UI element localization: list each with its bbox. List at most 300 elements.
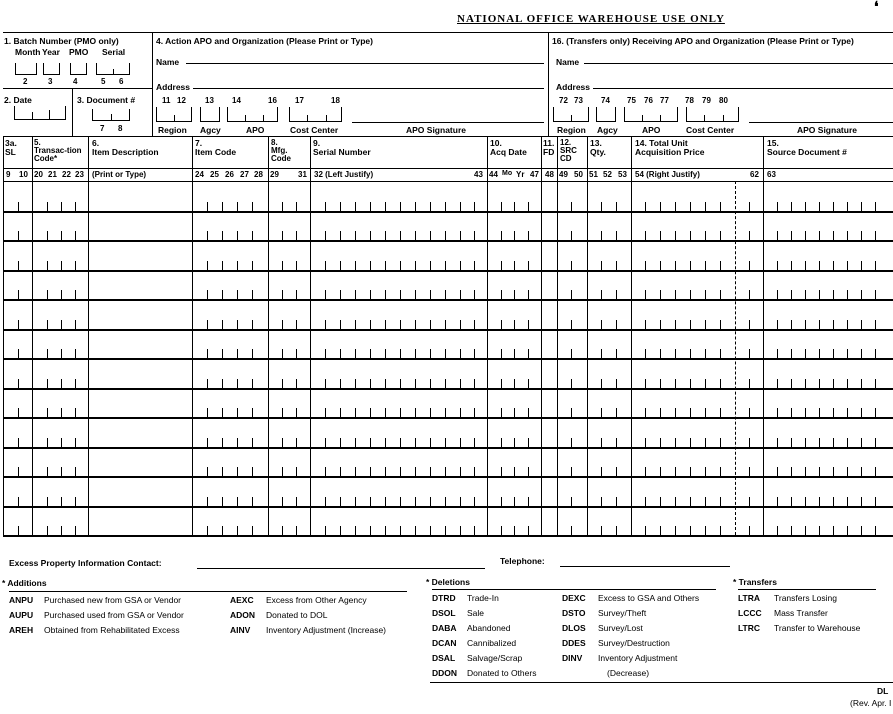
code-abbreviation: DSAL (432, 653, 456, 663)
code-description: Excess from Other Agency (266, 595, 367, 605)
character-cell-tick (875, 349, 876, 358)
character-cell-tick (571, 526, 572, 535)
character-cell-tick (601, 349, 602, 358)
code-description: Survey/Lost (598, 623, 643, 633)
character-cell-tick (861, 379, 862, 388)
character-cell-tick (690, 290, 691, 299)
character-cell-tick (385, 349, 386, 358)
character-cell-tick (296, 290, 297, 299)
table-row[interactable] (0, 299, 893, 329)
field-number: 8 (118, 124, 123, 133)
character-cell-tick (690, 467, 691, 476)
character-cell-tick (18, 231, 19, 240)
character-cell-tick (645, 526, 646, 535)
code-abbreviation: LCCC (738, 608, 762, 618)
character-cell-tick (660, 231, 661, 240)
code-47: 47 (530, 170, 539, 179)
character-cell-tick (805, 379, 806, 388)
character-cell-tick (616, 497, 617, 506)
character-cell-tick (207, 467, 208, 476)
code-50: 50 (574, 170, 583, 179)
cost-center-label: Cost Center (290, 125, 339, 135)
character-cell-tick (847, 290, 848, 299)
col-transaction-code-header: 5. Transac-tion Code* (34, 138, 82, 163)
character-cell-tick (296, 438, 297, 447)
additions-underline (9, 591, 407, 592)
telephone-field[interactable] (560, 566, 730, 567)
character-cell-tick (18, 467, 19, 476)
character-cell-tick (474, 379, 475, 388)
character-cell-tick (528, 526, 529, 535)
character-cell-tick (660, 202, 661, 211)
character-cell-tick (675, 438, 676, 447)
table-row[interactable] (0, 329, 893, 359)
character-cell-tick (400, 202, 401, 211)
character-cell-tick (430, 438, 431, 447)
agency-label: Agcy (597, 125, 618, 135)
character-cell-tick (207, 379, 208, 388)
corner-mark-icon: ❛ (874, 0, 879, 14)
character-cell-tick (430, 231, 431, 240)
character-cell-tick (400, 497, 401, 506)
character-cell-tick (749, 261, 750, 270)
character-cell-tick (222, 526, 223, 535)
character-cell-tick (777, 349, 778, 358)
character-cell-tick (690, 261, 691, 270)
year-input[interactable] (43, 63, 60, 75)
character-cell-tick (675, 408, 676, 417)
character-cell-tick (222, 290, 223, 299)
apo-input[interactable] (227, 107, 278, 122)
character-cell-tick (875, 379, 876, 388)
character-cell-tick (675, 349, 676, 358)
field-number: 6 (119, 77, 124, 86)
character-cell-tick (222, 202, 223, 211)
character-cell-tick (875, 526, 876, 535)
code-abbreviation: DSOL (432, 608, 456, 618)
character-cell-tick (325, 231, 326, 240)
character-cell-tick (370, 202, 371, 211)
character-cell-tick (777, 497, 778, 506)
character-cell-tick (749, 497, 750, 506)
character-cell-tick (777, 379, 778, 388)
region-label: Region (158, 125, 187, 135)
character-cell-tick (340, 408, 341, 417)
name-label: Name (156, 57, 180, 67)
character-cell-tick (601, 261, 602, 270)
character-cell-tick (460, 202, 461, 211)
character-cell-tick (355, 526, 356, 535)
character-cell-tick (340, 497, 341, 506)
table-row[interactable] (0, 476, 893, 506)
apo-input[interactable] (624, 107, 678, 122)
date-input[interactable] (14, 106, 66, 120)
character-cell-tick (325, 497, 326, 506)
character-cell-tick (47, 467, 48, 476)
character-cell-tick (875, 290, 876, 299)
code-description: Abandoned (467, 623, 511, 633)
character-cell-tick (47, 261, 48, 270)
name-field[interactable] (584, 63, 893, 64)
character-cell-tick (325, 349, 326, 358)
character-cell-tick (282, 467, 283, 476)
character-cell-tick (705, 231, 706, 240)
character-cell-tick (645, 497, 646, 506)
character-cell-tick (355, 438, 356, 447)
character-cell-tick (705, 467, 706, 476)
col-source-document-header: 15. Source Document # (767, 138, 847, 157)
character-cell-tick (819, 497, 820, 506)
character-cell-tick (75, 349, 76, 358)
character-cell-tick (282, 320, 283, 329)
character-cell-tick (61, 467, 62, 476)
character-cell-tick (325, 290, 326, 299)
character-cell-tick (847, 408, 848, 417)
character-cell-tick (400, 467, 401, 476)
character-cell-tick (528, 349, 529, 358)
character-cell-tick (645, 261, 646, 270)
character-cell-tick (222, 408, 223, 417)
code-row-top (3, 168, 893, 169)
character-cell-tick (571, 231, 572, 240)
character-cell-tick (325, 320, 326, 329)
character-cell-tick (445, 379, 446, 388)
character-cell-tick (833, 261, 834, 270)
code-32-left-justify: 32 (Left Justify) (314, 170, 374, 179)
action-apo-label: 4. Action APO and Organization (Please Print or Type) (156, 36, 373, 46)
character-cell-tick (61, 497, 62, 506)
character-cell-tick (805, 497, 806, 506)
character-cell-tick (861, 290, 862, 299)
field-number: 11 (162, 96, 171, 105)
agency-input[interactable] (596, 107, 616, 122)
character-cell-tick (474, 231, 475, 240)
character-cell-tick (474, 349, 475, 358)
character-cell-tick (415, 408, 416, 417)
character-cell-tick (370, 349, 371, 358)
pmo-label: PMO (69, 47, 89, 57)
table-row[interactable] (0, 506, 893, 536)
code-10: 10 (19, 170, 28, 179)
cost-center-input[interactable] (686, 107, 739, 122)
character-cell-tick (282, 261, 283, 270)
character-cell-tick (819, 408, 820, 417)
code-month: Mo (502, 170, 513, 177)
character-cell-tick (571, 261, 572, 270)
address-field[interactable] (593, 88, 893, 89)
character-cell-tick (75, 261, 76, 270)
character-cell-tick (819, 261, 820, 270)
character-cell-tick (460, 231, 461, 240)
character-cell-tick (791, 202, 792, 211)
table-row[interactable] (0, 240, 893, 270)
character-cell-tick (601, 290, 602, 299)
character-cell-tick (207, 438, 208, 447)
transfers-underline (738, 589, 876, 590)
code-abbreviation: DSTO (562, 608, 586, 618)
character-cell-tick (474, 526, 475, 535)
transfers-title: * Transfers (733, 577, 777, 587)
code-abbreviation: AINV (230, 625, 251, 635)
region-input[interactable] (553, 107, 589, 122)
character-cell-tick (819, 290, 820, 299)
character-cell-tick (875, 408, 876, 417)
code-52: 52 (603, 170, 612, 179)
month-input[interactable] (15, 63, 37, 75)
character-cell-tick (340, 379, 341, 388)
character-cell-tick (616, 438, 617, 447)
character-cell-tick (805, 320, 806, 329)
character-cell-tick (47, 202, 48, 211)
character-cell-tick (385, 438, 386, 447)
character-cell-tick (296, 320, 297, 329)
character-cell-tick (749, 438, 750, 447)
character-cell-tick (445, 320, 446, 329)
character-cell-tick (571, 290, 572, 299)
character-cell-tick (675, 526, 676, 535)
character-cell-tick (460, 497, 461, 506)
col-acq-date-header: 10. Acq Date (490, 138, 527, 157)
code-22: 22 (62, 170, 71, 179)
character-cell-tick (222, 497, 223, 506)
character-cell-tick (282, 349, 283, 358)
character-cell-tick (415, 379, 416, 388)
character-cell-tick (222, 379, 223, 388)
character-cell-tick (61, 379, 62, 388)
character-cell-tick (819, 202, 820, 211)
cost-center-input[interactable] (289, 107, 342, 122)
divider-sec2-sec3 (72, 88, 73, 136)
character-cell-tick (875, 467, 876, 476)
year-label: Year (42, 47, 60, 57)
character-cell-tick (675, 320, 676, 329)
character-cell-tick (616, 408, 617, 417)
code-25: 25 (210, 170, 219, 179)
table-row[interactable] (0, 388, 893, 418)
character-cell-tick (18, 408, 19, 417)
field-number: 72 (559, 96, 568, 105)
character-cell-tick (616, 467, 617, 476)
character-cell-tick (430, 320, 431, 329)
character-cell-tick (528, 497, 529, 506)
character-cell-tick (528, 290, 529, 299)
table-row[interactable] (0, 181, 893, 211)
character-cell-tick (528, 320, 529, 329)
code-abbreviation: LTRA (738, 593, 761, 603)
character-cell-tick (61, 438, 62, 447)
character-cell-tick (237, 202, 238, 211)
address-field[interactable] (193, 88, 544, 89)
field-number: 16 (268, 96, 277, 105)
character-cell-tick (18, 497, 19, 506)
character-cell-tick (645, 231, 646, 240)
character-cell-tick (616, 202, 617, 211)
character-cell-tick (47, 320, 48, 329)
code-23: 23 (75, 170, 84, 179)
apo-signature-field[interactable] (749, 122, 893, 123)
character-cell-tick (207, 231, 208, 240)
code-abbreviation: ADON (230, 610, 256, 620)
character-cell-tick (833, 231, 834, 240)
character-cell-tick (690, 408, 691, 417)
character-cell-tick (501, 526, 502, 535)
telephone-label: Telephone: (500, 556, 545, 566)
name-field[interactable] (186, 63, 544, 64)
contact-field[interactable] (197, 568, 485, 569)
character-cell-tick (819, 320, 820, 329)
character-cell-tick (847, 320, 848, 329)
character-cell-tick (501, 202, 502, 211)
pmo-input[interactable] (70, 63, 87, 75)
character-cell-tick (282, 526, 283, 535)
code-description: Donated to Others (467, 668, 537, 678)
character-cell-tick (75, 290, 76, 299)
character-cell-tick (237, 467, 238, 476)
character-cell-tick (430, 349, 431, 358)
character-cell-tick (252, 467, 253, 476)
character-cell-tick (400, 526, 401, 535)
character-cell-tick (705, 290, 706, 299)
character-cell-tick (237, 497, 238, 506)
code-description: Salvage/Scrap (467, 653, 523, 663)
character-cell-tick (690, 526, 691, 535)
serial-input[interactable] (96, 63, 130, 75)
character-cell-tick (833, 497, 834, 506)
table-row[interactable] (0, 211, 893, 241)
character-cell-tick (355, 408, 356, 417)
character-cell-tick (861, 408, 862, 417)
character-cell-tick (460, 320, 461, 329)
field-number: 79 (702, 96, 711, 105)
apo-signature-field[interactable] (352, 122, 544, 123)
character-cell-tick (222, 467, 223, 476)
character-cell-tick (791, 320, 792, 329)
character-cell-tick (601, 526, 602, 535)
character-cell-tick (237, 526, 238, 535)
character-cell-tick (514, 202, 515, 211)
character-cell-tick (514, 290, 515, 299)
character-cell-tick (474, 408, 475, 417)
character-cell-tick (501, 290, 502, 299)
address-label: Address (156, 82, 191, 92)
character-cell-tick (75, 320, 76, 329)
code-abbreviation: DINV (562, 653, 583, 663)
col-price-header: 14. Total Unit Acquisition Price (635, 138, 705, 157)
character-cell-tick (720, 467, 721, 476)
field-number: 5 (101, 77, 106, 86)
character-cell-tick (252, 526, 253, 535)
character-cell-tick (325, 467, 326, 476)
character-cell-tick (237, 379, 238, 388)
character-cell-tick (61, 349, 62, 358)
agency-input[interactable] (200, 107, 220, 122)
character-cell-tick (528, 261, 529, 270)
code-43: 43 (474, 170, 483, 179)
character-cell-tick (445, 526, 446, 535)
character-cell-tick (571, 438, 572, 447)
character-cell-tick (528, 202, 529, 211)
character-cell-tick (819, 379, 820, 388)
character-cell-tick (601, 497, 602, 506)
character-cell-tick (875, 202, 876, 211)
character-cell-tick (705, 261, 706, 270)
character-cell-tick (430, 290, 431, 299)
character-cell-tick (501, 261, 502, 270)
character-cell-tick (445, 261, 446, 270)
apo-label: APO (642, 125, 661, 135)
cost-center-label: Cost Center (686, 125, 735, 135)
character-cell-tick (385, 320, 386, 329)
character-cell-tick (805, 438, 806, 447)
character-cell-tick (474, 261, 475, 270)
character-cell-tick (252, 497, 253, 506)
col-src-cd-header: 12. SRC CD (560, 138, 577, 163)
character-cell-tick (296, 408, 297, 417)
region-input[interactable] (156, 107, 192, 122)
agency-label: Agcy (200, 125, 221, 135)
character-cell-tick (861, 497, 862, 506)
character-cell-tick (805, 408, 806, 417)
address-label: Address (556, 82, 591, 92)
character-cell-tick (571, 202, 572, 211)
code-description: Survey/Theft (598, 608, 647, 618)
character-cell-tick (340, 349, 341, 358)
character-cell-tick (385, 290, 386, 299)
character-cell-tick (18, 438, 19, 447)
character-cell-tick (400, 231, 401, 240)
character-cell-tick (601, 438, 602, 447)
table-row[interactable] (0, 270, 893, 300)
character-cell-tick (325, 202, 326, 211)
region-label: Region (557, 125, 586, 135)
character-cell-tick (207, 202, 208, 211)
receiving-apo-label: 16. (Transfers only) Receiving APO and Organization (Please Print or Type) (552, 36, 854, 46)
name-label: Name (556, 57, 580, 67)
character-cell-tick (460, 261, 461, 270)
code-26: 26 (225, 170, 234, 179)
document-number-input[interactable] (92, 109, 130, 121)
character-cell-tick (805, 261, 806, 270)
character-cell-tick (237, 349, 238, 358)
code-description: Transfers Losing (774, 593, 837, 603)
character-cell-tick (252, 320, 253, 329)
character-cell-tick (749, 408, 750, 417)
additions-title: * Additions (2, 578, 47, 588)
character-cell-tick (777, 202, 778, 211)
code-44: 44 (489, 170, 498, 179)
character-cell-tick (690, 202, 691, 211)
character-cell-tick (47, 290, 48, 299)
field-number: 14 (232, 96, 241, 105)
character-cell-tick (501, 497, 502, 506)
character-cell-tick (460, 379, 461, 388)
table-row[interactable] (0, 447, 893, 477)
code-9: 9 (6, 170, 11, 179)
character-cell-tick (675, 261, 676, 270)
character-cell-tick (385, 497, 386, 506)
character-cell-tick (875, 261, 876, 270)
character-cell-tick (720, 379, 721, 388)
table-row[interactable] (0, 358, 893, 388)
table-row[interactable] (0, 417, 893, 447)
divider-sec4-sec16 (548, 32, 549, 136)
character-cell-tick (501, 349, 502, 358)
character-cell-tick (645, 290, 646, 299)
character-cell-tick (616, 231, 617, 240)
character-cell-tick (400, 438, 401, 447)
character-cell-tick (370, 231, 371, 240)
character-cell-tick (819, 349, 820, 358)
